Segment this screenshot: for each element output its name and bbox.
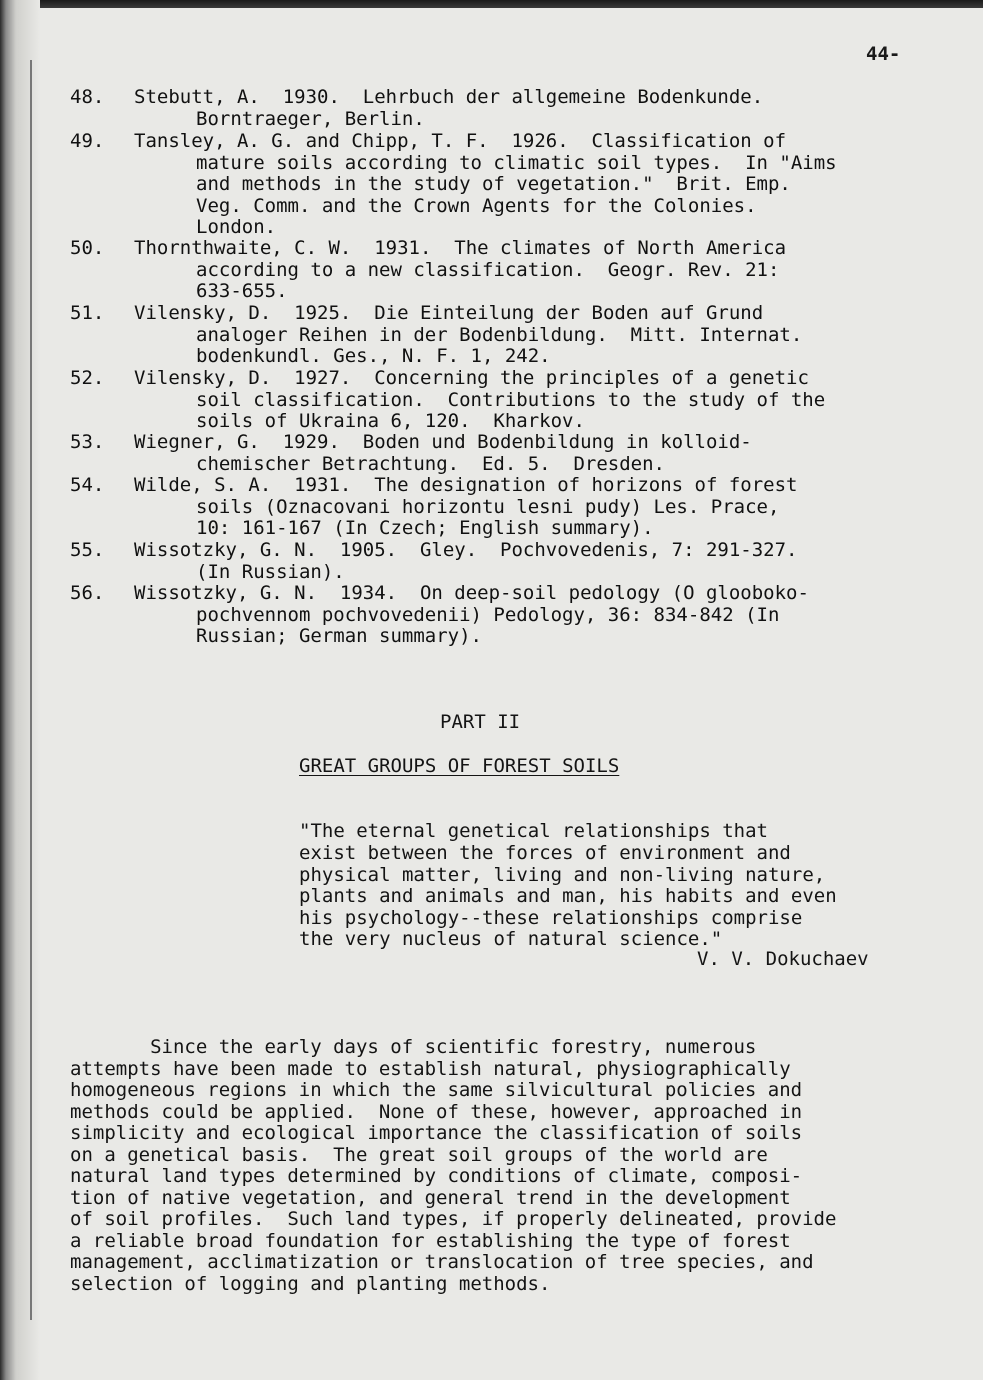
paragraph-line: of soil profiles. Such land types, if properly delineated, provide — [70, 1208, 837, 1230]
reference-number: 50. — [70, 237, 105, 259]
epigraph-line: physical matter, living and non-living nature, — [299, 864, 826, 886]
epigraph-line: his psychology--these relationships comprise — [299, 907, 803, 929]
reference-text-line: according to a new classification. Geogr. Rev. 21: — [196, 258, 780, 281]
reference-text-line: Wissotzky, G. N. 1905. Gley. Pochvovedenis, 7: 291-327. — [134, 539, 798, 561]
reference-text-line: bodenkundl. Ges., N. F. 1, 242. — [196, 345, 551, 368]
reference-text-line: Thornthwaite, C. W. 1931. The climates of North America — [134, 237, 787, 259]
reference-text-line: soil classification. Contributions to the study of the — [196, 388, 826, 411]
paragraph-line: a reliable broad foundation for establishing the type of forest — [70, 1230, 791, 1252]
paragraph-line: tion of native vegetation, and general trend in the development — [70, 1187, 791, 1209]
reference-text-line: soils of Ukraina 6, 120. Kharkov. — [196, 410, 585, 433]
paragraph-line: on a genetical basis. The great soil groups of the world are — [70, 1144, 768, 1166]
paragraph-line: Since the early days of scientific forestry, numerous — [70, 1036, 757, 1058]
reference-text-line: Borntraeger, Berlin. — [196, 107, 425, 130]
epigraph-line: plants and animals and man, his habits and even — [299, 885, 837, 907]
reference-text-line: Stebutt, A. 1930. Lehrbuch der allgemeine Bodenkunde. — [134, 86, 764, 108]
paragraph-line: attempts have been made to establish natural, physiographically — [70, 1058, 791, 1080]
reference-text-line: London. — [196, 216, 277, 239]
reference-text-line: Russian; German summary). — [196, 625, 482, 648]
paragraph-line: management, acclimatization or translocation of tree species, and — [70, 1251, 814, 1273]
reference-text-line: analoger Reihen in der Bodenbildung. Mitt. Internat. — [196, 323, 803, 346]
reference-text-line: mature soils according to climatic soil types. In "Aims — [196, 151, 837, 174]
reference-text-line: Wilde, S. A. 1931. The designation of horizons of forest — [134, 474, 798, 496]
paragraph-line: homogeneous regions in which the same silvicultural policies and — [70, 1079, 803, 1101]
reference-number: 54. — [70, 474, 105, 496]
epigraph-line: the very nucleus of natural science." — [299, 928, 723, 950]
reference-text-line: Vilensky, D. 1925. Die Einteilung der Boden auf Grund — [134, 302, 764, 324]
reference-number: 48. — [70, 86, 105, 108]
reference-text-line: pochvennom pochvovedenii) Pedology, 36: 834-842 (In — [196, 603, 780, 626]
reference-number: 49. — [70, 130, 105, 152]
reference-text-line: Wissotzky, G. N. 1934. On deep-soil pedology (O glooboko- — [134, 582, 809, 604]
reference-text-line: and methods in the study of vegetation." Brit. Emp. — [196, 173, 791, 196]
reference-text-line: (In Russian). — [196, 560, 345, 583]
top-edge-shadow — [0, 0, 983, 8]
reference-text-line: Vilensky, D. 1927. Concerning the principles of a genetic — [134, 367, 809, 389]
epigraph-author: V. V. Dokuchaev — [697, 948, 869, 970]
binding-line — [30, 60, 32, 1320]
epigraph-line: exist between the forces of environment and — [299, 842, 791, 864]
paragraph-line: methods could be applied. None of these, however, approached in — [70, 1101, 803, 1123]
reference-number: 51. — [70, 302, 105, 324]
reference-number: 55. — [70, 539, 105, 561]
reference-text-line: soils (Oznacovani horizontu lesni pudy) Les. Prace, — [196, 495, 780, 518]
reference-text-line: 633-655. — [196, 280, 288, 303]
section-title: GREAT GROUPS OF FOREST SOILS — [299, 755, 620, 777]
part-title: PART II — [440, 711, 521, 733]
page-binding-edge — [0, 0, 40, 1380]
reference-text-line: Veg. Comm. and the Crown Agents for the Colonies. — [196, 194, 757, 217]
epigraph-line: "The eternal genetical relationships that — [299, 820, 768, 842]
reference-number: 53. — [70, 431, 105, 453]
paragraph-line: selection of logging and planting methods. — [70, 1273, 551, 1295]
reference-text-line: 10: 161-167 (In Czech; English summary). — [196, 517, 654, 540]
reference-text-line: chemischer Betrachtung. Ed. 5. Dresden. — [196, 452, 665, 475]
reference-number: 52. — [70, 367, 105, 389]
reference-number: 56. — [70, 582, 105, 604]
page-number: 44- — [866, 43, 901, 65]
paragraph-line: simplicity and ecological importance the classification of soils — [70, 1122, 803, 1144]
reference-text-line: Tansley, A. G. and Chipp, T. F. 1926. Classification of — [134, 130, 787, 152]
paragraph-line: natural land types determined by conditions of climate, composi- — [70, 1165, 803, 1187]
reference-text-line: Wiegner, G. 1929. Boden und Bodenbildung in kolloid- — [134, 431, 752, 453]
